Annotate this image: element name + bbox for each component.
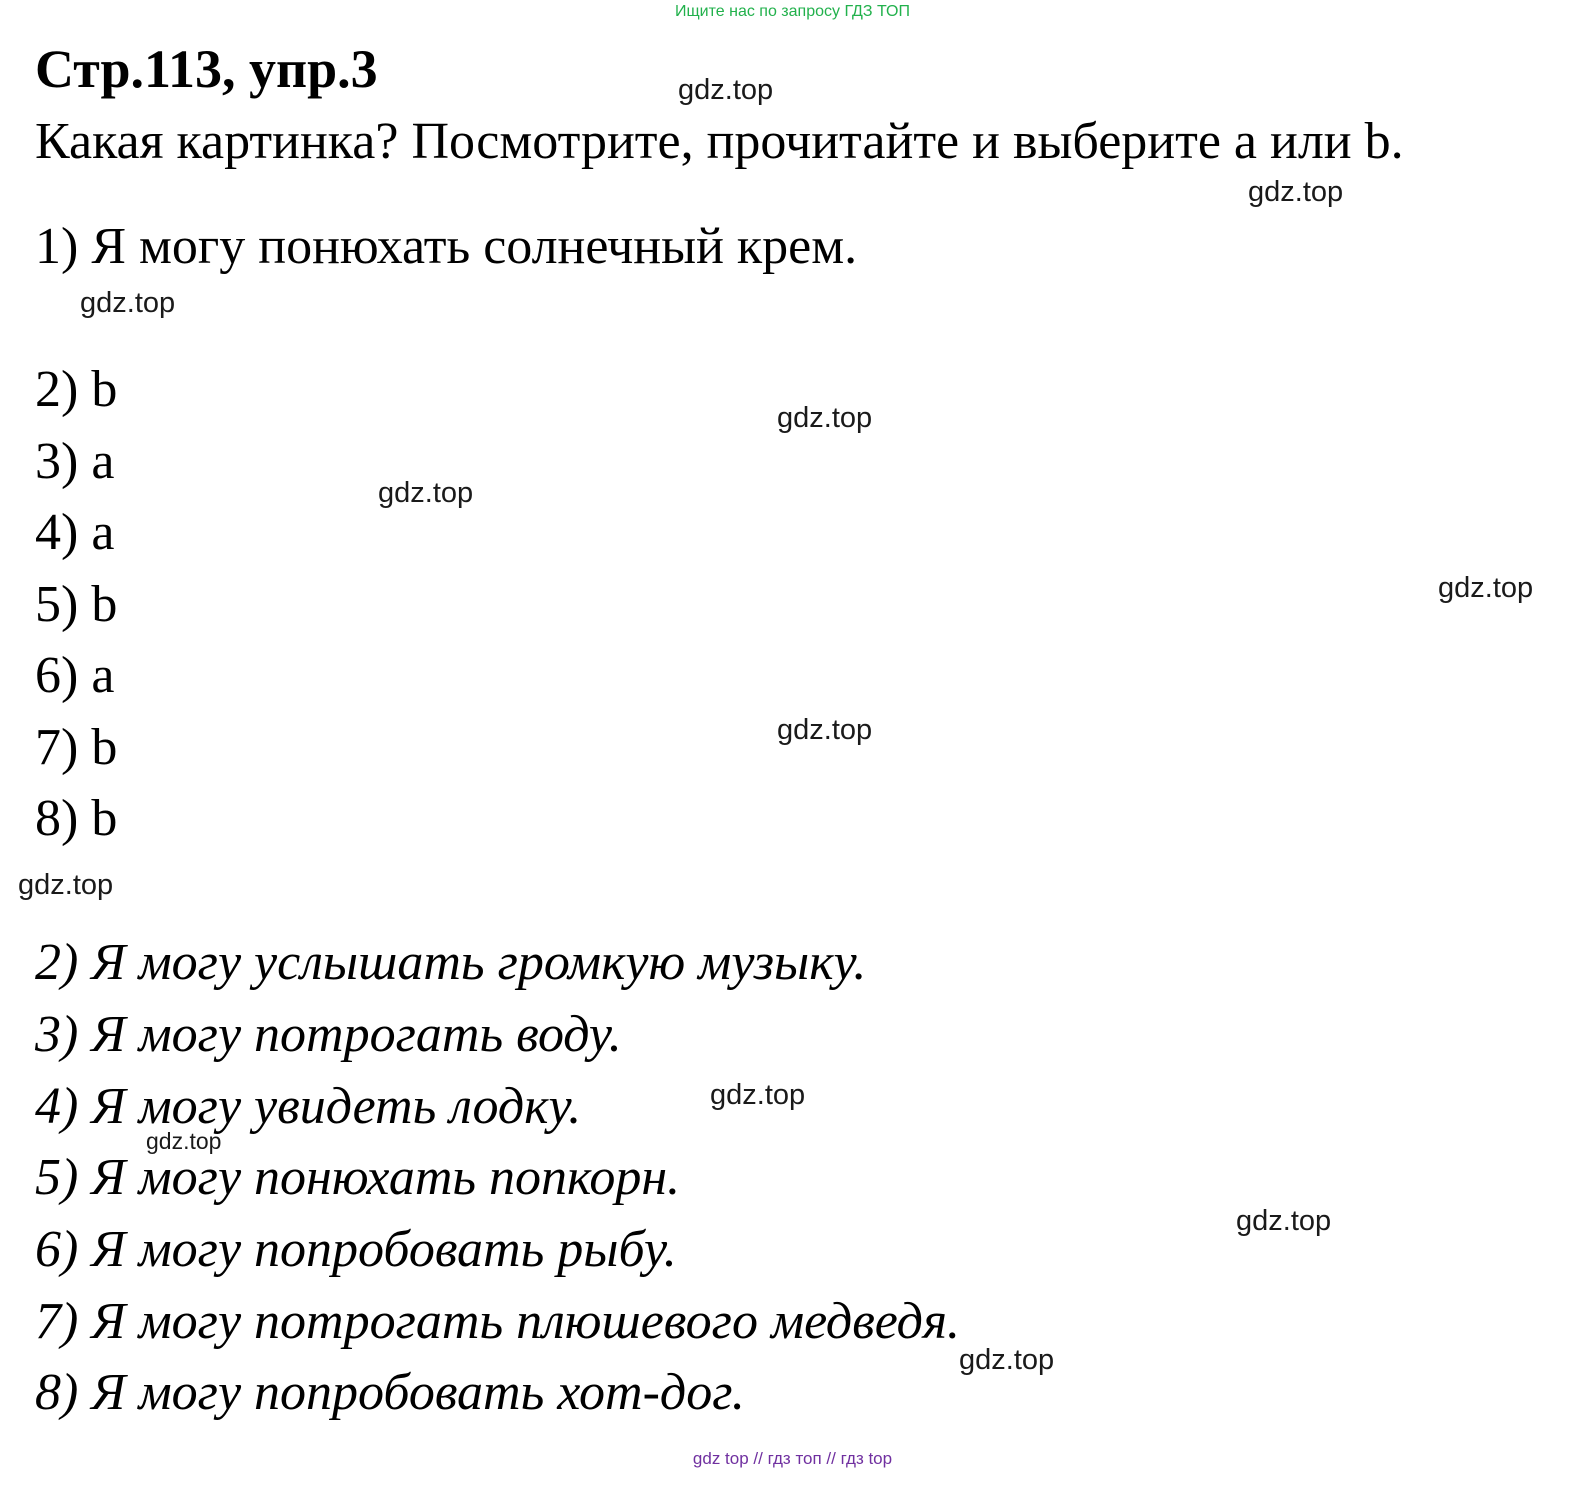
footer-watermark: gdz top // гдз топ // гдз top: [692, 1449, 893, 1468]
watermark: gdz.top: [1438, 572, 1534, 604]
watermark: gdz.top: [678, 74, 774, 106]
task-instruction: Какая картинка? Посмотрите, прочитайте и выберите a или b.: [35, 113, 1404, 170]
sentence-4: 4) Я могу увидеть лодку.: [35, 1078, 582, 1135]
watermark: gdz.top: [146, 1128, 222, 1154]
answer-7: 7) b: [35, 719, 118, 776]
answer-5: 5) b: [35, 576, 118, 633]
answer-8: 8) b: [35, 790, 118, 847]
watermark: gdz.top: [378, 477, 474, 509]
sentence-3: 3) Я могу потрогать воду.: [35, 1006, 622, 1063]
watermark: gdz.top: [80, 287, 176, 319]
top-banner: Ищите нас по запросу ГДЗ ТОП: [675, 3, 910, 20]
answer-6: 6) a: [35, 647, 115, 704]
page-title: Стр.113, упр.3: [35, 39, 378, 99]
sentence-7: 7) Я могу потрогать плюшевого медведя.: [35, 1293, 961, 1350]
watermark: gdz.top: [959, 1344, 1055, 1376]
answer-3: 3) a: [35, 433, 115, 490]
sentence-6: 6) Я могу попробовать рыбу.: [35, 1221, 677, 1278]
watermark: gdz.top: [18, 869, 114, 901]
watermark: gdz.top: [777, 714, 873, 746]
sentence-8: 8) Я могу попробовать хот-дог.: [35, 1364, 745, 1421]
watermark: gdz.top: [777, 402, 873, 434]
watermark: gdz.top: [1236, 1205, 1332, 1237]
watermark: gdz.top: [1248, 176, 1344, 208]
answer-2: 2) b: [35, 361, 118, 418]
sentence-5: 5) Я могу понюхать попкорн.: [35, 1149, 681, 1206]
sentence-2: 2) Я могу услышать громкую музыку.: [35, 934, 867, 991]
first-item: 1) Я могу понюхать солнечный крем.: [35, 218, 858, 275]
answer-4: 4) a: [35, 504, 115, 561]
watermark: gdz.top: [710, 1079, 806, 1111]
